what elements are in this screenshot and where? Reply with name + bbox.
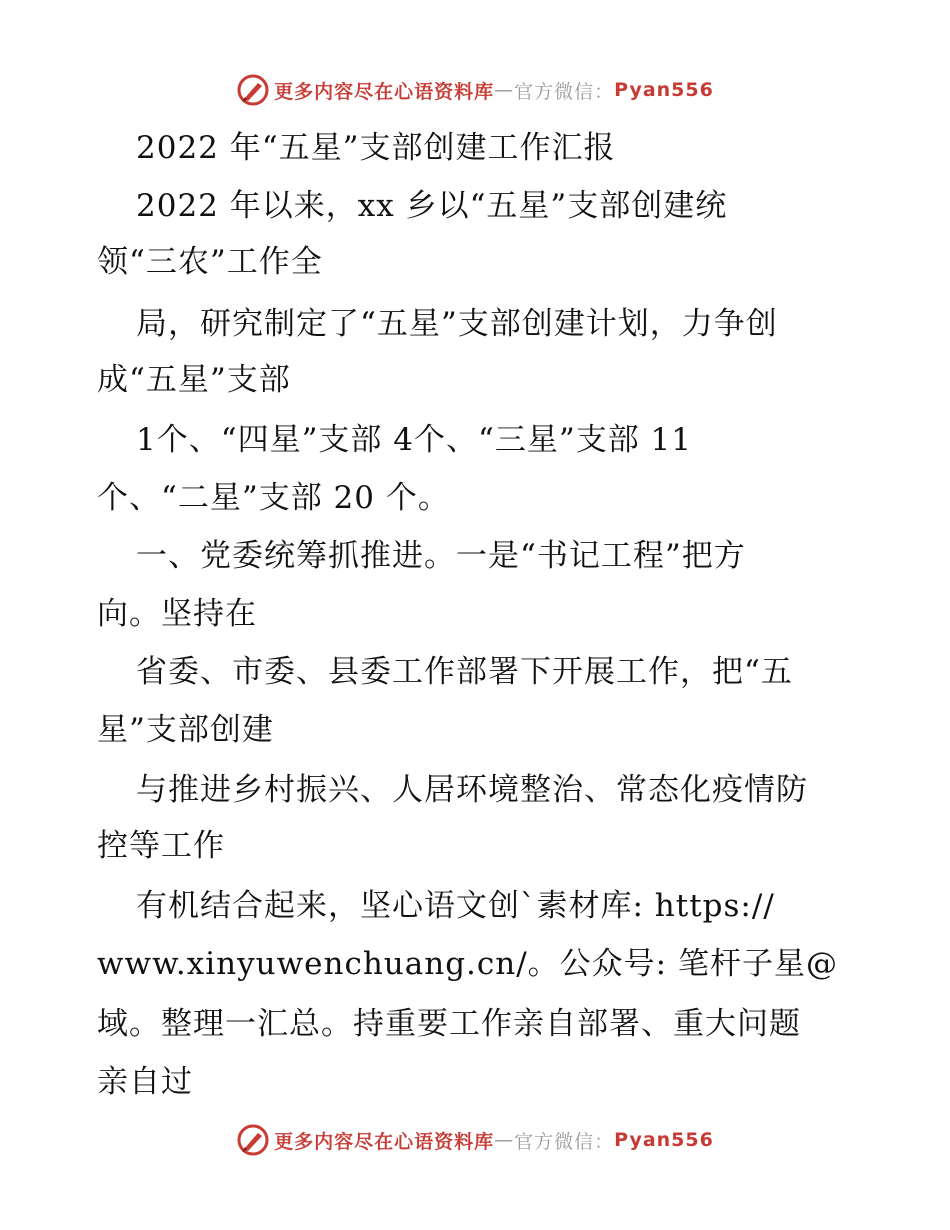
separator-dash: —: [494, 1129, 515, 1151]
wechat-label: 官方微信：: [514, 1130, 615, 1153]
text-line: 域。整理一汇总。持重要工作亲自部署、重大问题: [97, 1006, 801, 1042]
text-line: 星”支部创建: [97, 712, 274, 748]
text-line: 省委、市委、县委工作部署下开展工作，把“五: [136, 654, 793, 690]
text-line: 一、党委统筹抓推进。一是“书记工程”把方: [136, 538, 746, 574]
footer-banner: [0, 1120, 950, 1160]
text-line: 控等工作: [97, 828, 225, 864]
brand-text: 更多内容尽在心语资料库: [274, 80, 495, 103]
text-line: 成“五星”支部: [97, 362, 291, 398]
pen-logo-icon: [236, 1123, 270, 1157]
text-line: 2022 年以来，xx 乡以“五星”支部创建统: [136, 188, 728, 224]
text-line: 有机结合起来，坚心语文创`素材库: https://: [136, 888, 775, 924]
text-line: 向。坚持在: [97, 596, 257, 632]
text-line: 1个、“四星”支部 4个、“三星”支部 11: [136, 422, 692, 458]
wechat-id: Pyan556: [614, 79, 714, 101]
text-line: 领“三农”工作全: [97, 244, 323, 280]
pen-logo-icon: [236, 73, 270, 107]
text-line: 与推进乡村振兴、人居环境整治、常态化疫情防: [136, 772, 808, 808]
text-line: 亲自过: [97, 1064, 193, 1100]
text-line: www.xinyuwenchuang.cn/。公众号: 笔杆子星@: [97, 946, 838, 982]
wechat-id: Pyan556: [614, 1129, 714, 1151]
wechat-label: 官方微信：: [514, 80, 615, 103]
text-line: 个、“二星”支部 20 个。: [97, 480, 450, 516]
separator-dash: —: [494, 79, 515, 101]
brand-text: 更多内容尽在心语资料库: [274, 1130, 495, 1153]
header-banner: [0, 70, 950, 110]
document-title: 2022 年“五星”支部创建工作汇报: [136, 130, 616, 166]
text-line: 局，研究制定了“五星”支部创建计划，力争创: [136, 306, 778, 342]
